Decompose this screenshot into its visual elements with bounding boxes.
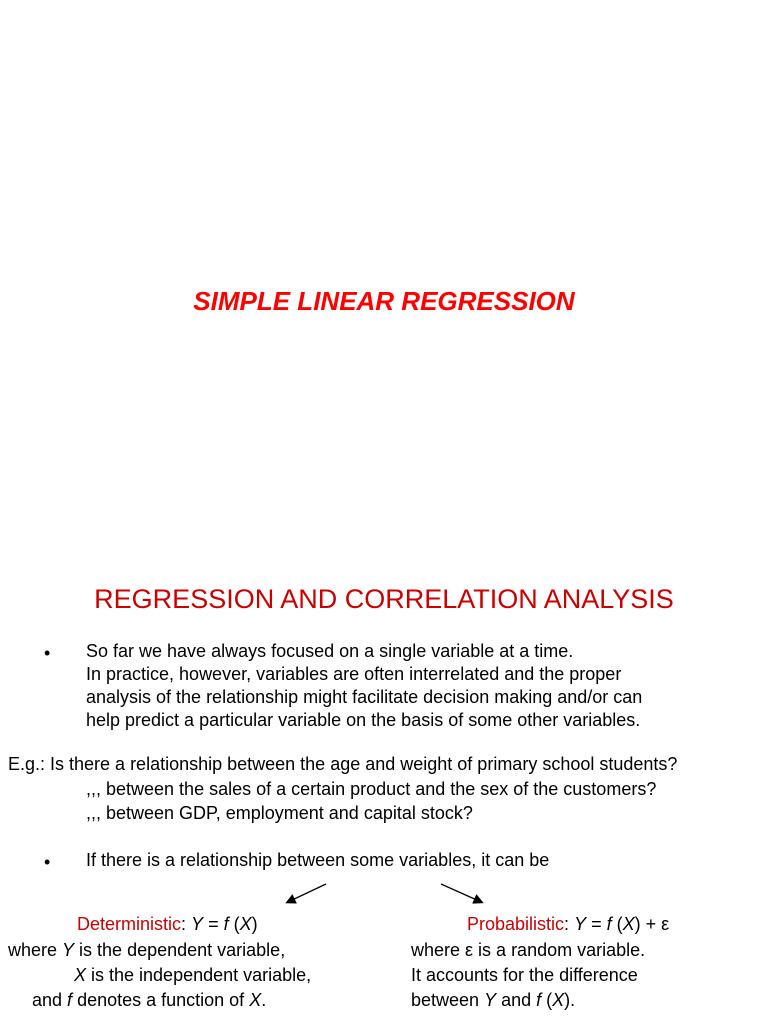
- deterministic-line-1: where Y is the dependent variable,: [8, 940, 286, 960]
- section-title: REGRESSION AND CORRELATION ANALYSIS: [94, 584, 674, 614]
- example-line-2: ,,, between the sales of a certain product and the sex of the customers?: [86, 779, 657, 799]
- probabilistic-label: Probabilistic: [467, 914, 565, 934]
- probabilistic-line-3: between Y and f (X).: [411, 990, 576, 1010]
- deterministic-label: Deterministic: [77, 914, 182, 934]
- bullet-1: •: [44, 643, 51, 663]
- deterministic-line-2: X is the independent variable,: [74, 965, 312, 985]
- intro-line-4: help predict a particular variable on the basis of some other variables.: [86, 710, 641, 730]
- slide-title: SIMPLE LINEAR REGRESSION: [193, 286, 575, 316]
- bullet-2: •: [44, 852, 51, 872]
- intro-line-3: analysis of the relationship might facilitate decision making and/or can: [86, 687, 643, 707]
- relationship-line: If there is a relationship between some variables, it can be: [86, 850, 550, 870]
- probabilistic-line-1: where ε is a random variable.: [411, 940, 646, 960]
- example-line-1: E.g.: Is there a relationship between the age and weight of primary school students?: [8, 754, 678, 774]
- probabilistic-heading: Probabilistic: Y = f (X) + ε: [467, 914, 670, 934]
- arrow-left: [290, 884, 326, 901]
- deterministic-heading: Deterministic: Y = f (X): [77, 914, 258, 934]
- intro-line-2: In practice, however, variables are often interrelated and the proper: [86, 664, 622, 684]
- arrow-right: [441, 884, 479, 901]
- probabilistic-line-2: It accounts for the difference: [411, 965, 638, 985]
- intro-line-1: So far we have always focused on a single variable at a time.: [86, 641, 574, 661]
- deterministic-line-3: and f denotes a function of X.: [32, 990, 267, 1010]
- example-line-3: ,,, between GDP, employment and capital stock?: [86, 803, 473, 823]
